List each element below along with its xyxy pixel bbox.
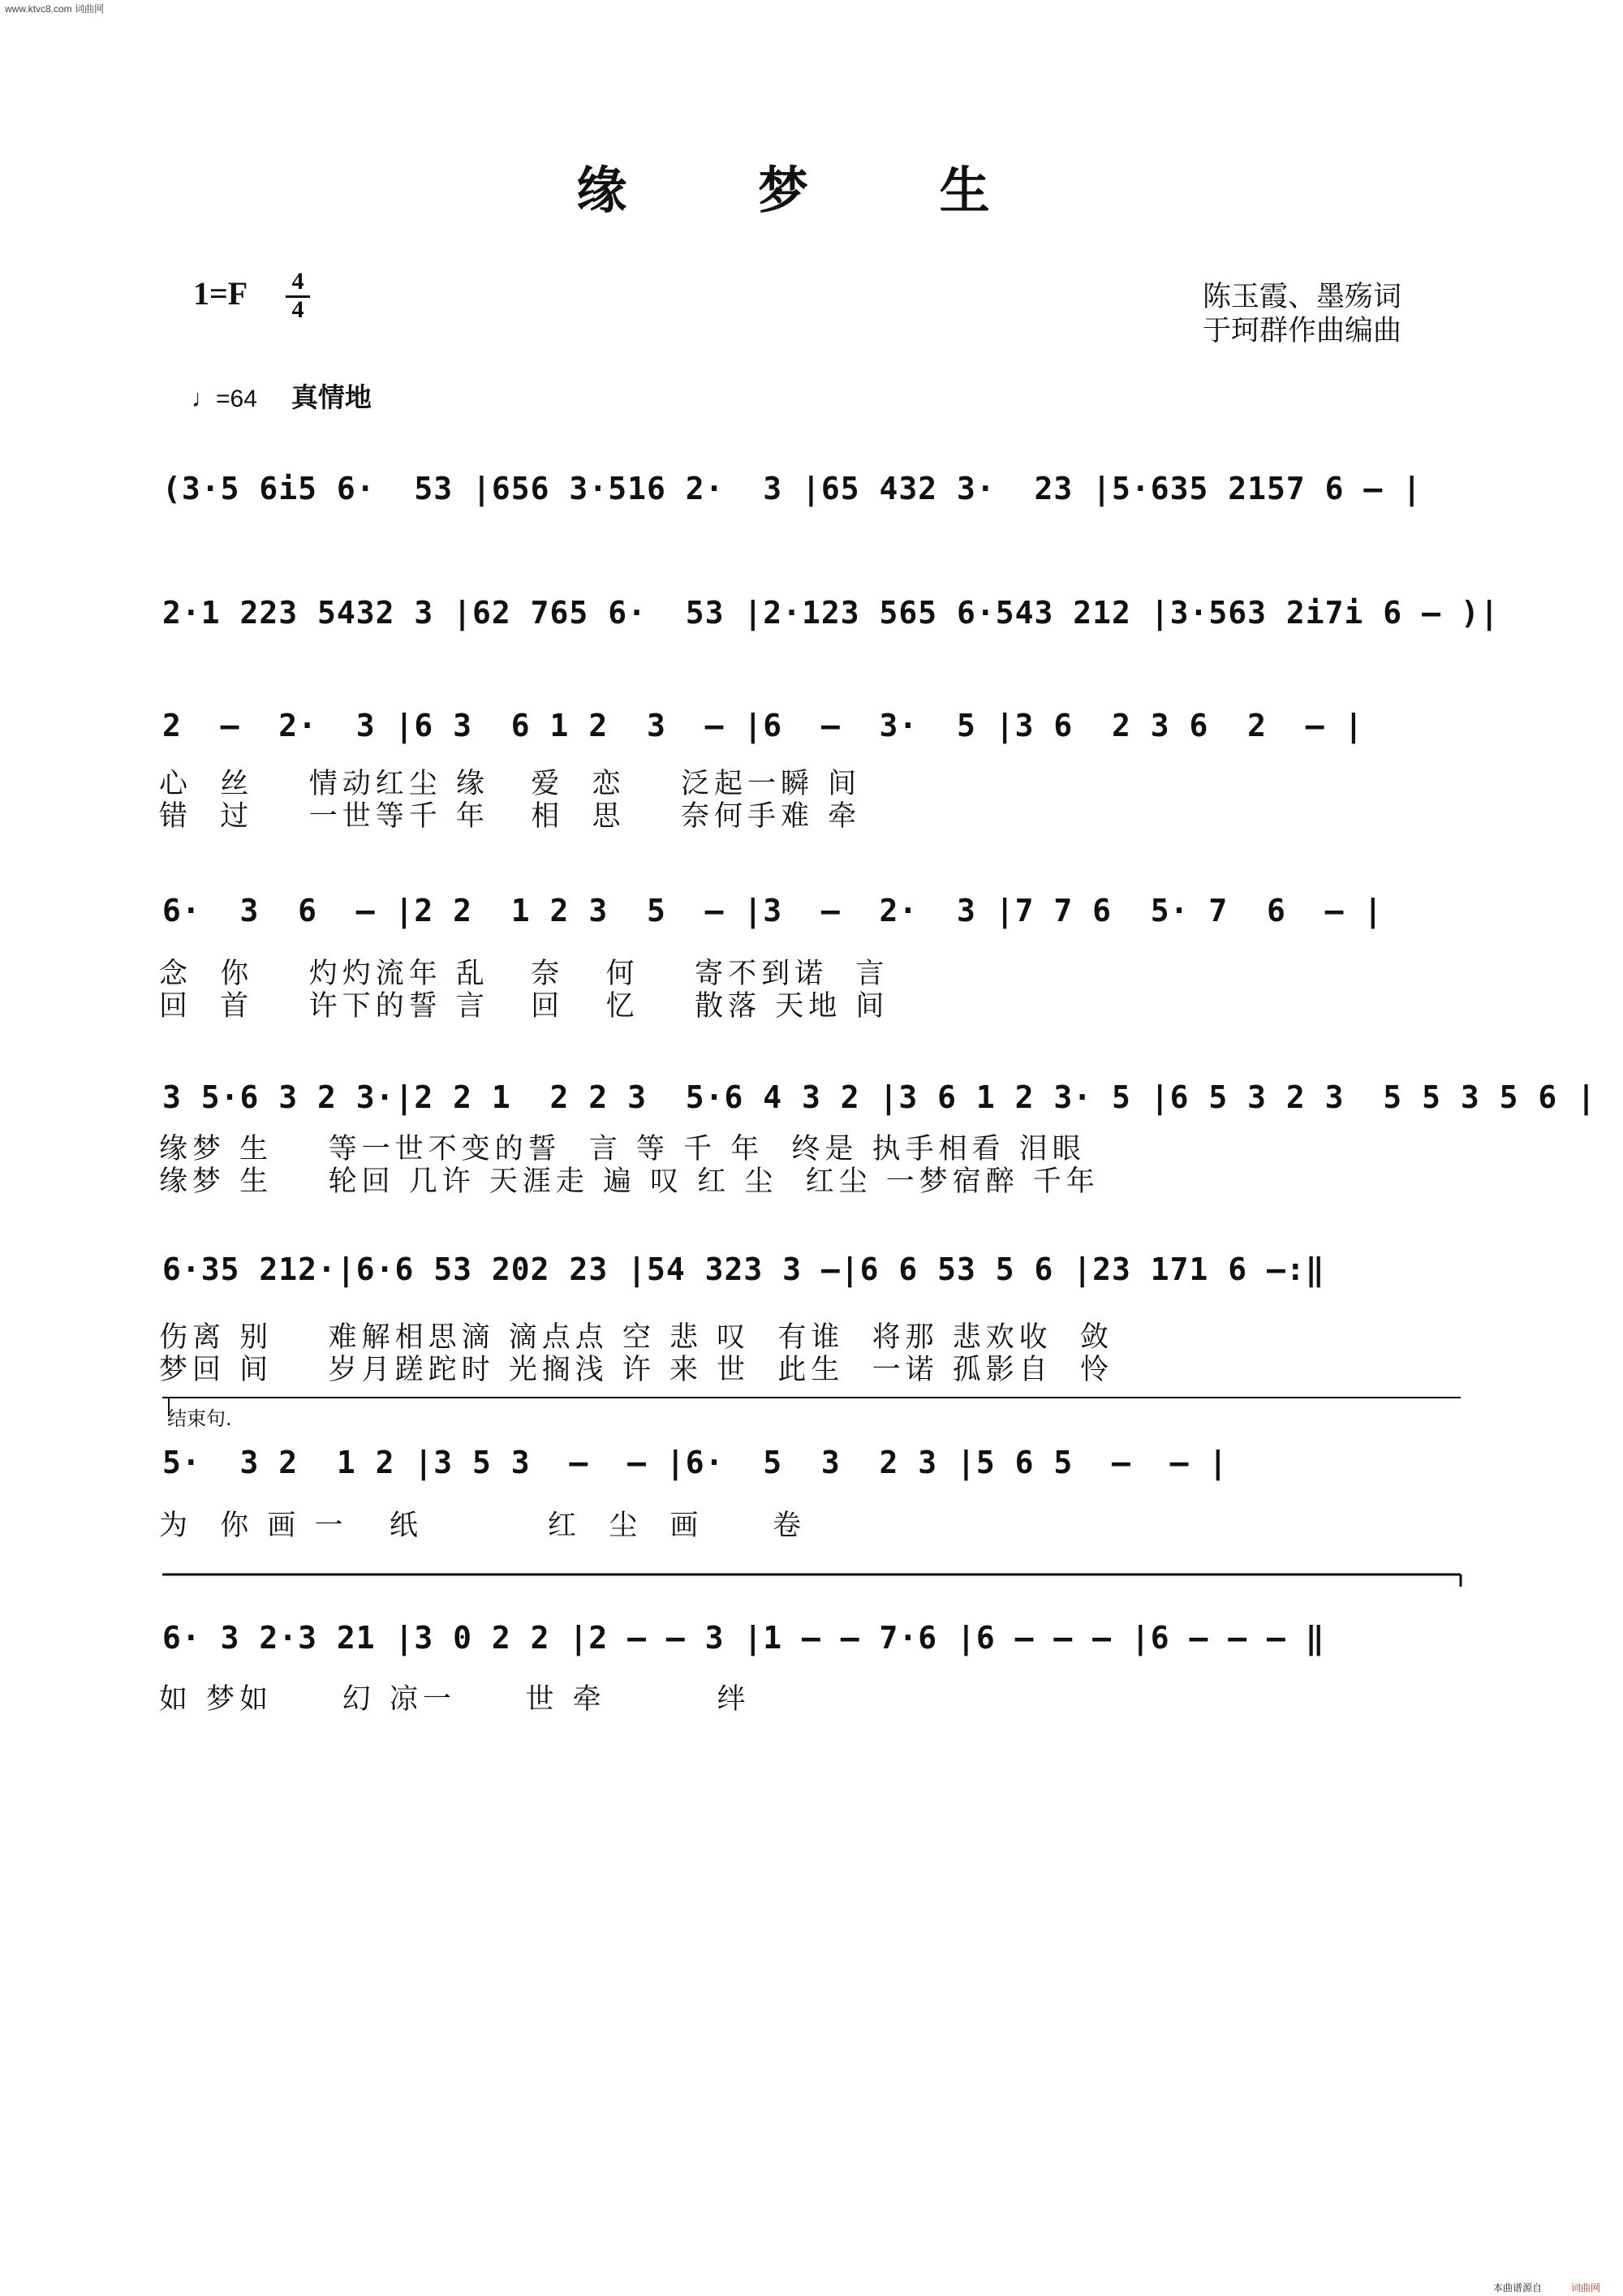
site-watermark: www.ktvc8.com 词曲网	[5, 3, 105, 15]
tempo-mark: ♩=64	[192, 386, 257, 412]
footer-source-label: 本曲谱源自	[1493, 2282, 1543, 2294]
system-6-lyric-verse-2: 梦回 间 岁月蹉跎时 光搁浅 许 来 世 此生 一诺 孤影自 怜	[159, 1354, 1114, 1386]
system-6-lyric-verse-1: 伤离 别 难解相思滴 滴点点 空 悲 叹 有谁 将那 悲欢收 敛	[159, 1321, 1114, 1354]
system-5-notes: 3 5·6 3 2 3·|2 2 1 2 2 3 5·6 4 3 2 |3 6 1 2 3· 5 |6 5 3 2 3 5 5 3 5 6 |	[162, 1079, 1596, 1115]
key-signature: 1=F	[193, 275, 248, 312]
system-5-lyric-verse-1: 缘梦 生 等一世不变的誓 言 等 千 年 终是 执手相看 泪眼	[159, 1133, 1086, 1165]
footer-site-name: 词曲网	[1571, 2282, 1601, 2294]
system-8-notes: 6· 3 2·3 21 |3 0 2 2 |2 – – 3 |1 – – 7·6 |6 – – – |6 – – – ‖	[162, 1620, 1325, 1656]
lyricist-credit: 陈玉霞、墨殇词	[1203, 281, 1402, 313]
system-3-notes: 2 – 2· 3 |6 3 6 1 2 3 – |6 – 3· 5 |3 6 2 3 6 2 – |	[162, 708, 1364, 743]
time-signature-bottom: 4	[286, 295, 310, 322]
system-2-notes: 2·1 223 5432 3 |62 765 6· 53 |2·123 565 6·543 212 |3·563 2i7i 6 – )|	[162, 595, 1500, 631]
system-4-notes: 6· 3 6 – |2 2 1 2 3 5 – |3 – 2· 3 |7 7 6 5· 7 6 – |	[162, 893, 1384, 928]
composer-credit: 于珂群作曲编曲	[1203, 315, 1402, 347]
system-5-lyric-verse-2: 缘梦 生 轮回 几许 天涯走 遍 叹 红 尘 红尘 一梦宿醉 千年	[159, 1165, 1100, 1198]
system-4-lyric-verse-1: 念 你 灼灼流年 乱 奈 何 寄不到诺 言	[159, 958, 889, 990]
time-signature-top: 4	[291, 268, 304, 295]
system-7-lyric: 为 你 画 一 纸 红 尘 画 卷	[159, 1510, 807, 1542]
system-7-notes: 5· 3 2 1 2 |3 5 3 – – |6· 5 3 2 3 |5 6 5 – – |	[162, 1445, 1229, 1480]
ending-label: 结束句.	[167, 1407, 232, 1430]
system-4-lyric-verse-2: 回 首 许下的誓 言 回 忆 散落 天地 间	[159, 990, 889, 1023]
song-title: 缘 梦 生	[576, 161, 1047, 220]
system-3-lyric-verse-1: 心 丝 情动红尘 缘 爱 恋 泛起一瞬 间	[159, 768, 862, 800]
system-6-notes: 6·35 212·|6·6 53 202 23 |54 323 3 –|6 6 53 5 6 |23 171 6 –:‖	[162, 1251, 1325, 1287]
expression-mark: 真情地	[291, 381, 372, 413]
system-8-lyric: 如 梦如 幻 凉一 世 牵 绊	[159, 1683, 751, 1716]
system-1-notes: (3·5 6i5 6· 53 |656 3·516 2· 3 |65 432 3· 23 |5·635 2157 6 – |	[162, 471, 1423, 506]
system-3-lyric-verse-2: 错 过 一世等千 年 相 思 奈何手难 牵	[159, 800, 862, 833]
